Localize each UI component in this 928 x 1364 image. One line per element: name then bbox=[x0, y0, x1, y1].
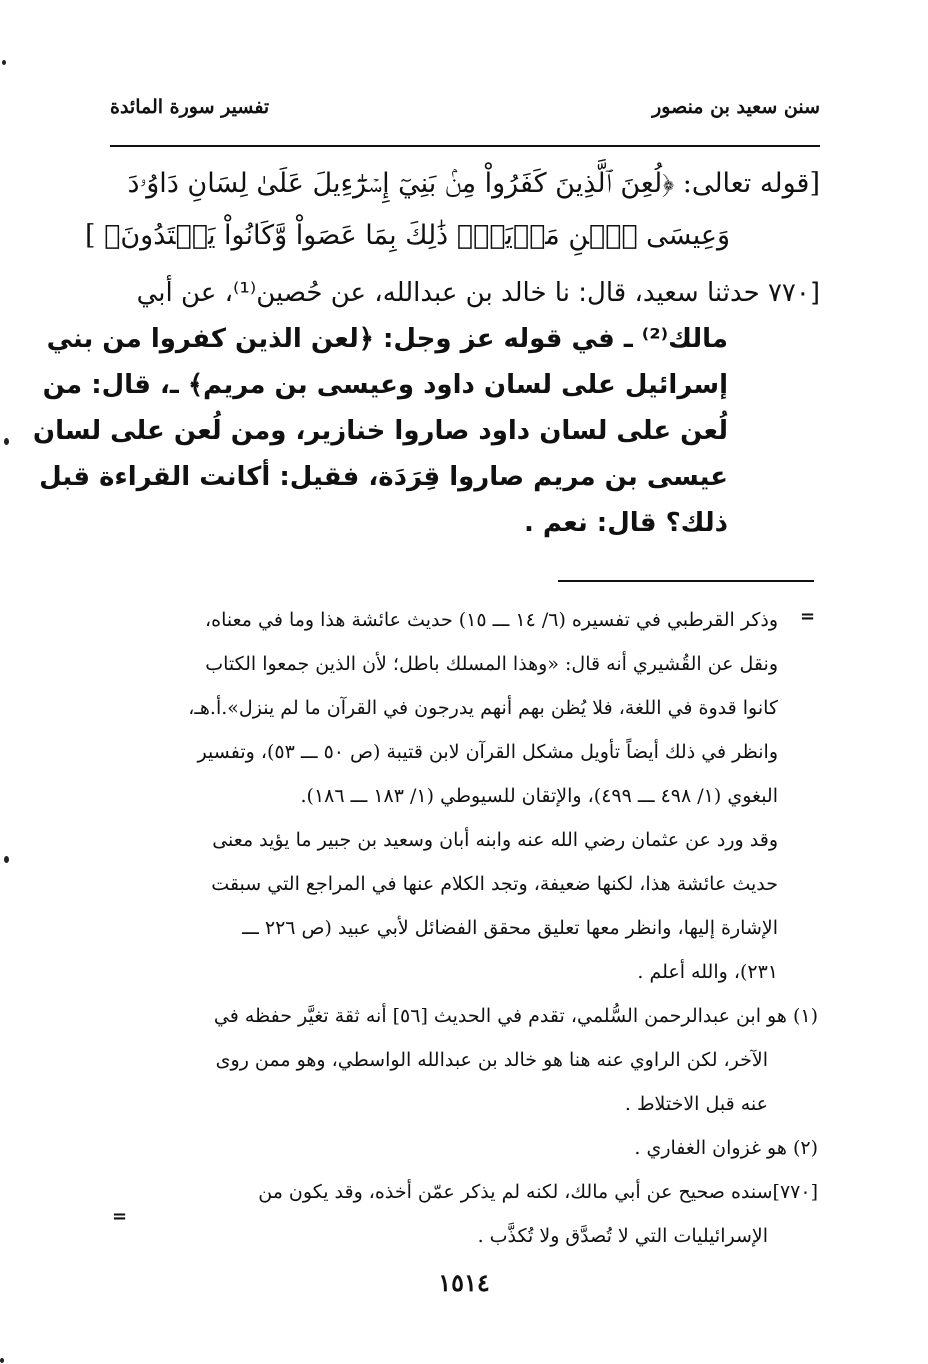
scan-speck bbox=[2, 60, 6, 65]
footnote-continuation-line: حديث عائشة هذا، لكنها ضعيفة، وتجد الكلام عنها في المراجع التي سبقت bbox=[211, 873, 778, 895]
footnote-continuation-line: كانوا قدوة في اللغة، فلا يُظن بهم أنهم يدرجون في القرآن ما لم ينزل».أ.هـ، bbox=[188, 697, 778, 719]
chapter-title: تفسير سورة المائدة bbox=[110, 96, 270, 118]
grading-number: [٧٧٠] bbox=[772, 1181, 818, 1203]
footnote-2 bbox=[118, 1126, 818, 1170]
hadith-line-1 bbox=[110, 270, 820, 316]
hadith-number: [٧٧٠ bbox=[767, 278, 820, 308]
footnote-continuation-line: وذكر القرطبي في تفسيره (٦/ ١٤ ـــ ١٥) حديث عائشة هذا وما في معناه، bbox=[205, 609, 778, 631]
page-number: ١٥١٤ bbox=[438, 1268, 490, 1297]
footnote-2-text: هو غزوان الغفاري . bbox=[634, 1137, 787, 1159]
footnote-continuation-line: البغوي (١/ ٤٩٨ ـــ ٤٩٩)، والإتقان للسيوطي (١/ ١٨٣ ـــ ١٨٦). bbox=[300, 785, 778, 807]
footnote-1-line: عنه قبل الاختلاط . bbox=[624, 1093, 768, 1115]
footnote-1-line: هو ابن عبدالرحمن السُّلمي، تقدم في الحديث [٥٦] أنه ثقة تغيَّر حفظه في bbox=[213, 1005, 787, 1027]
quran-verse-heading bbox=[85, 158, 820, 262]
scan-speck bbox=[4, 856, 9, 863]
footnote-separator bbox=[558, 580, 814, 582]
next-page-mark: = bbox=[112, 1206, 128, 1227]
hadith-line-2: مالك⁽²⁾ ـ في قوله عز وجل: ﴿لعن الذين كفروا من بني bbox=[46, 324, 728, 354]
footnote-1 bbox=[118, 994, 818, 1038]
grading-note bbox=[118, 1170, 818, 1214]
header-rule bbox=[110, 145, 820, 147]
continuation-mark: = bbox=[800, 606, 816, 627]
footnote-continuation-line: وقد ورد عن عثمان رضي الله عنه وابنه أبان وسعيد بن جبير ما يؤيد معنى bbox=[212, 829, 778, 851]
hadith-line-6: ذلك؟ قال: نعم . bbox=[523, 508, 728, 538]
grading-line: الإسرائيليات التي لا تُصدَّق ولا تُكذَّب . bbox=[477, 1225, 768, 1247]
footnote-1-line: الآخر، لكن الراوي عنه هنا هو خالد بن عبدالله الواسطي، وهو ممن روى bbox=[215, 1049, 768, 1071]
grading-line: سنده صحيح عن أبي مالك، لكنه لم يذكر عمّن أخذه، وقد يكون من bbox=[258, 1181, 773, 1203]
footnote-2-number: (٢) bbox=[792, 1137, 818, 1159]
hadith-isnad: حدثنا سعيد، قال: نا خالد بن عبدالله، عن حُصين⁽¹⁾، عن أبي bbox=[136, 278, 760, 308]
footnote-continuation-line: ٢٣١)، والله أعلم . bbox=[637, 961, 778, 983]
footnote-continuation-line: وانظر في ذلك أيضاً تأويل مشكل القرآن لابن قتيبة (ص ٥٠ ـــ ٥٣)، وتفسير bbox=[197, 741, 778, 763]
footnote-continuation-line: ونقل عن القُشيري أنه قال: «وهذا المسلك باطل؛ لأن الذين جمعوا الكتاب bbox=[205, 653, 778, 675]
running-header bbox=[110, 96, 820, 136]
verse-line-1: [قوله تعالى: ﴿لُعِنَ ٱلَّذِينَ كَفَرُواْ مِنۢ بَنِيٓ إِسۡرَٰٓءِيلَ عَلَىٰ لِسَانِ دَاوُۥدَ bbox=[127, 168, 820, 199]
hadith-line-5: عيسى بن مريم صاروا قِرَدَة، فقيل: أكانت القراءة قبل bbox=[39, 462, 728, 492]
footnotes bbox=[118, 598, 818, 1258]
scan-speck bbox=[0, 1358, 4, 1363]
scan-speck bbox=[4, 438, 9, 445]
hadith-text bbox=[32, 270, 820, 546]
hadith-line-3: إسرائيل على لسان داود وعيسى بن مريم﴾ ـ، قال: من bbox=[42, 370, 728, 400]
hadith-line-4: لُعن على لسان داود صاروا خنازير، ومن لُعن على لسان bbox=[32, 416, 728, 446]
book-title: سنن سعيد بن منصور bbox=[652, 96, 820, 118]
footnote-1-number: (١) bbox=[792, 1005, 818, 1027]
verse-line-2: وَعِيسَى ٱبۡنِ مَرۡيَمَۚ ذَٰلِكَ بِمَا عَصَواْ وَّكَانُواْ يَعۡتَدُونَ﴾ ] bbox=[85, 220, 730, 251]
footnote-continuation-line: الإشارة إليها، وانظر معها تعليق محقق الفضائل لأبي عبيد (ص ٢٢٦ ـــ bbox=[242, 917, 778, 939]
